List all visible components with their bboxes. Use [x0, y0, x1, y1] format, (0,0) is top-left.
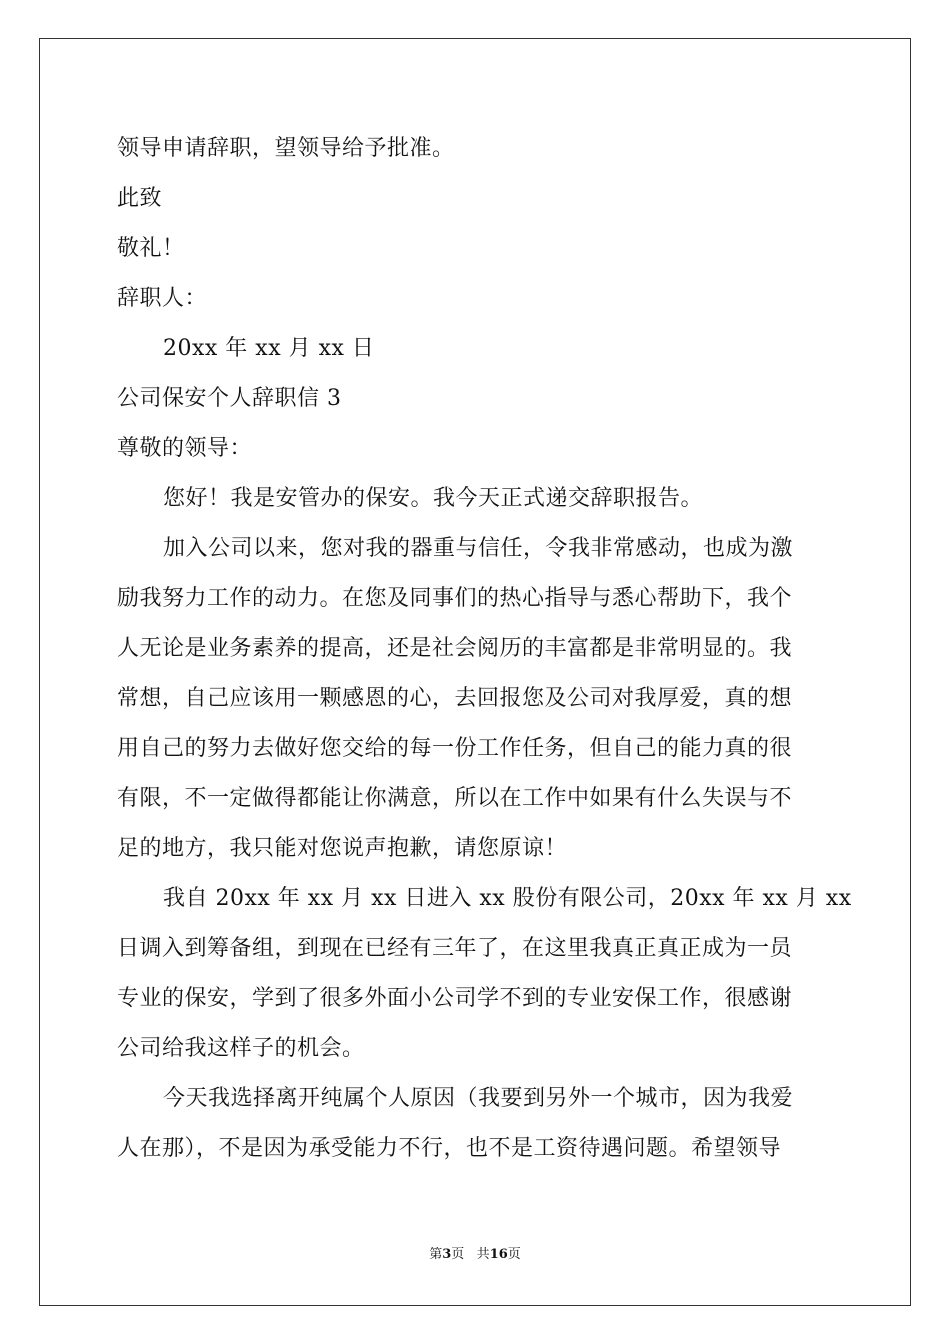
text-line: 用自己的努力去做好您交给的每一份工作任务，但自己的能力真的很 — [117, 736, 793, 761]
footer-page-total: 16 — [489, 1247, 508, 1262]
text-line: 人在那），不是因为承受能力不行，也不是工资待遇问题。希望领导 — [117, 1136, 782, 1161]
page-footer — [0, 1246, 950, 1264]
text-line: 人无论是业务素养的提高，还是社会阅历的丰富都是非常明显的。我 — [117, 636, 793, 661]
text-line: 日调入到筹备组，到现在已经有三年了，在这里我真正真正成为一员 — [117, 936, 793, 961]
text-line: 常想，自己应该用一颗感恩的心，去回报您及公司对我厚爱，真的想 — [117, 686, 793, 711]
paragraph-start: 今天我选择离开纯属个人原因（我要到另外一个城市，因为我爱 — [163, 1086, 794, 1111]
page-border — [39, 38, 911, 1306]
footer-page-unit: 页 — [451, 1247, 465, 1262]
section-title: 公司保安个人辞职信 3 — [117, 386, 342, 411]
paragraph-start: 我自 20xx 年 xx 月 xx 日进入 xx 股份有限公司，20xx 年 xx 月 xx — [163, 886, 852, 911]
text-line: 有限，不一定做得都能让你满意，所以在工作中如果有什么失误与不 — [117, 786, 793, 811]
text-line: 辞职人： — [117, 286, 208, 311]
text-line: 足的地方，我只能对您说声抱歉，请您原谅！ — [117, 836, 568, 861]
text-line: 领导申请辞职，望领导给予批准。 — [117, 136, 455, 161]
text-line: 专业的保安，学到了很多外面小公司学不到的专业安保工作，很感谢 — [117, 986, 793, 1011]
footer-page-prefix: 第 — [429, 1247, 443, 1262]
paragraph-start: 您好！我是安管办的保安。我今天正式递交辞职报告。 — [163, 486, 704, 511]
footer-total-unit: 页 — [507, 1247, 521, 1262]
salutation: 尊敬的领导： — [117, 436, 253, 461]
footer-total-prefix: 共 — [476, 1247, 490, 1262]
text-line: 敬礼！ — [117, 236, 185, 261]
text-line: 此致 — [117, 186, 163, 211]
paragraph-start: 加入公司以来，您对我的器重与信任，令我非常感动，也成为激 — [163, 536, 794, 561]
text-line: 励我努力工作的动力。在您及同事们的热心指导与悉心帮助下，我个 — [117, 586, 793, 611]
text-line: 公司给我这样子的机会。 — [117, 1036, 365, 1061]
date-line: 20xx 年 xx 月 xx 日 — [163, 336, 375, 361]
footer-page-current: 3 — [442, 1247, 452, 1262]
